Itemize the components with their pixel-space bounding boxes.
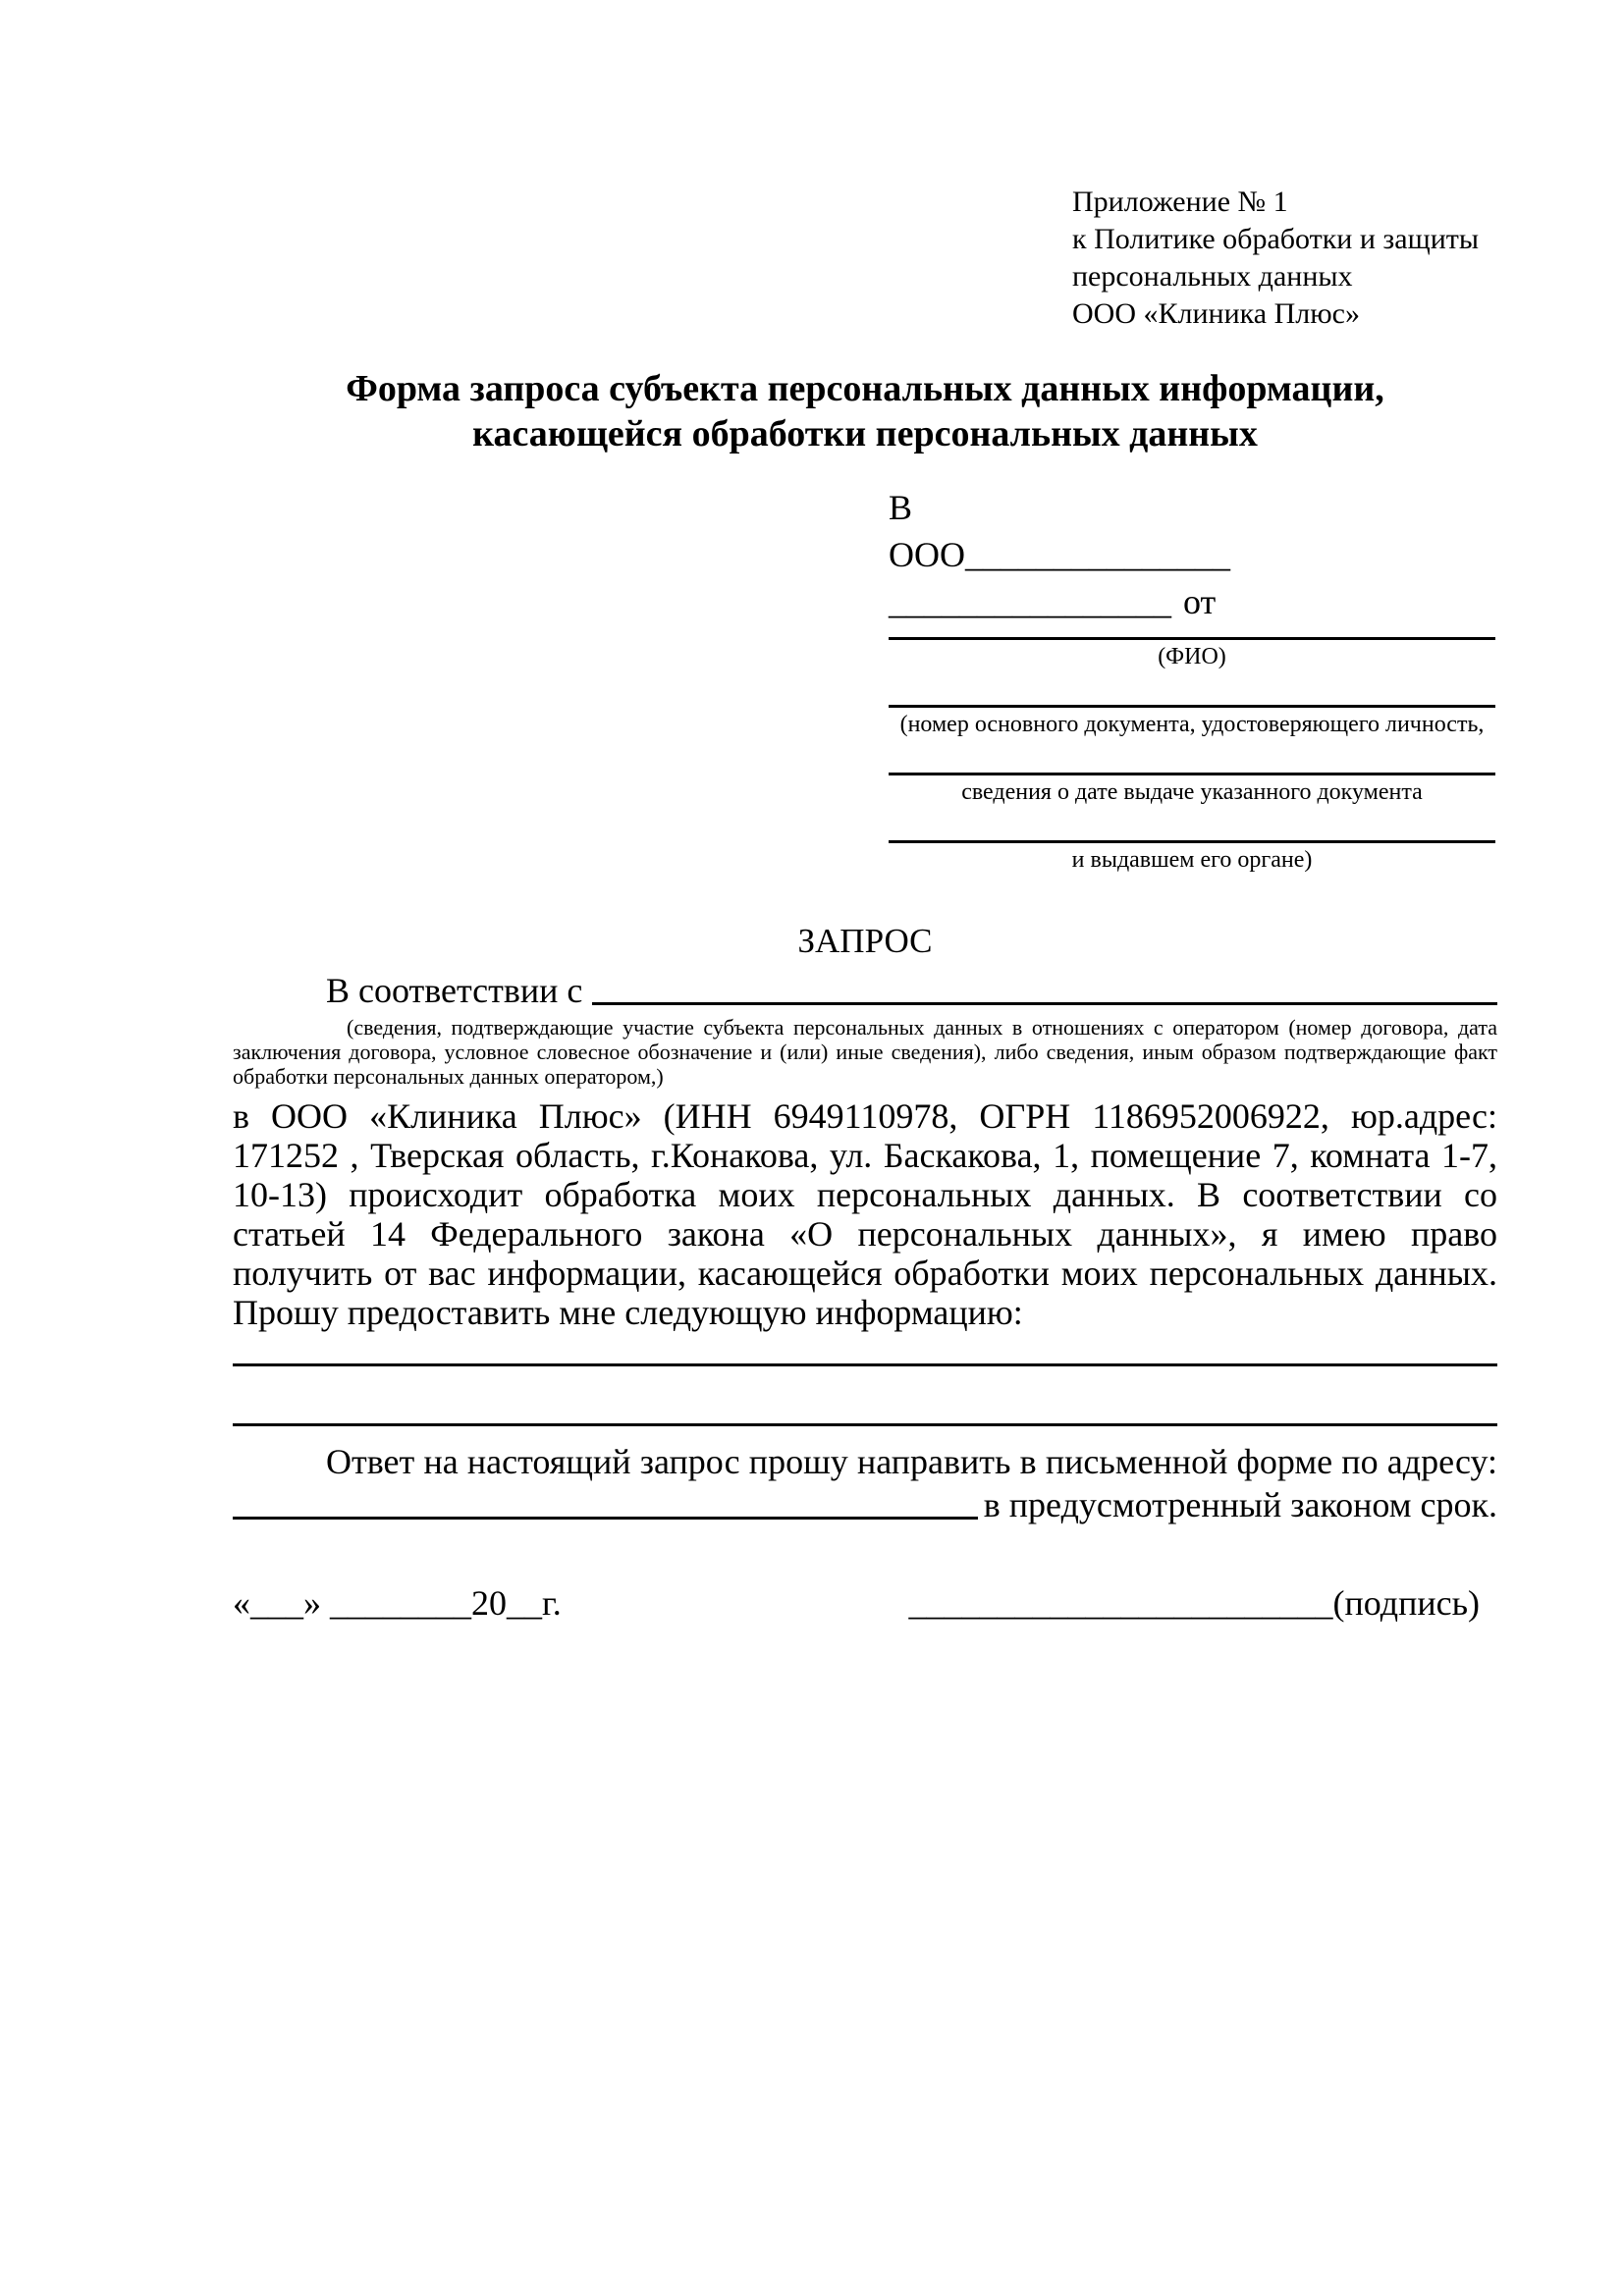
document-number-caption: (номер основного документа, удостоверяющего личность, [899,712,1485,737]
addressee-to-label: В [889,488,913,527]
issuing-authority-rule-line [889,840,1495,843]
blank-writing-line [233,1423,1497,1426]
company-blank-line: ООО_______________ [889,535,1230,574]
document-number-field [889,705,1495,739]
blank-writing-line [233,1363,1497,1366]
date-signature-row [233,1581,1497,1625]
basis-label: В соответствии с [326,971,583,1010]
response-suffix: в предусмотренный законом срок. [983,1485,1497,1524]
signature-field [909,1581,1480,1625]
appendix-note-line: персональных данных [1072,260,1353,293]
basis-line [233,969,1497,1012]
issue-date-caption: сведения о дате выдаче указанного документа [961,779,1423,805]
appendix-note-line: ООО «Клиника Плюс» [1072,297,1360,330]
fio-field [889,637,1495,671]
issue-date-field [889,773,1495,807]
page-title-line2: касающейся обработки персональных данных [472,413,1258,454]
address-blank-line [233,1483,978,1520]
body-paragraph: в ООО «Клиника Плюс» (ИНН 6949110978, ОГРН 1186952006922, юр.адрес: 171252 , Тверская область, г.Конакова, ул. Баскакова, 1, помещение 7, комната 1-7, 10-13) происходит обработка моих персональных данных. В соответствии со статьей 14 Федерального закона «О персональных данных», я имею право получить от вас информации, касающейся обработки моих персональных данных. Прошу предоставить мне следующую информацию: [233,1096,1497,1332]
response-address-line [233,1483,1497,1526]
fio-caption: (ФИО) [1158,644,1226,669]
date-field: «___» ________20__г. [233,1583,562,1623]
appendix-note [1072,184,1497,333]
page-title-line1: Форма запроса субъекта персональных данных информации, [346,368,1384,409]
document-number-rule-line [889,705,1495,708]
appendix-note-line: Приложение № 1 [1072,186,1288,218]
addressee-block [889,484,1495,875]
from-blank-underscores: ________________ [889,582,1171,621]
appendix-note-line: к Политике обработки и защиты [1072,223,1480,255]
from-word: от [1183,582,1217,621]
from-blank-line [889,578,1495,625]
fio-rule-line [889,637,1495,640]
issuing-authority-caption: и выдавшем его органе) [1071,847,1313,873]
basis-blank-line [592,969,1497,1005]
issuing-authority-field [889,840,1495,875]
request-heading: ЗАПРОС [797,922,933,960]
page-title [233,366,1497,456]
signature-blank-line: ________________________ [908,1583,1333,1623]
signature-label: (подпись) [1332,1583,1480,1623]
response-paragraph: Ответ на настоящий запрос прошу направить в письменной форме по адресу: [326,1442,1497,1481]
issue-date-rule-line [889,773,1495,775]
clarification-text: (сведения, подтверждающие участие субъекта персональных данных в отношениях с оператором (номер договора, дата заключения договора, условное словесное обозначение и (или) иные сведения), либо сведения, иным образом подтверждающие факт обработки персональных данных оператором,) [233,1015,1497,1089]
